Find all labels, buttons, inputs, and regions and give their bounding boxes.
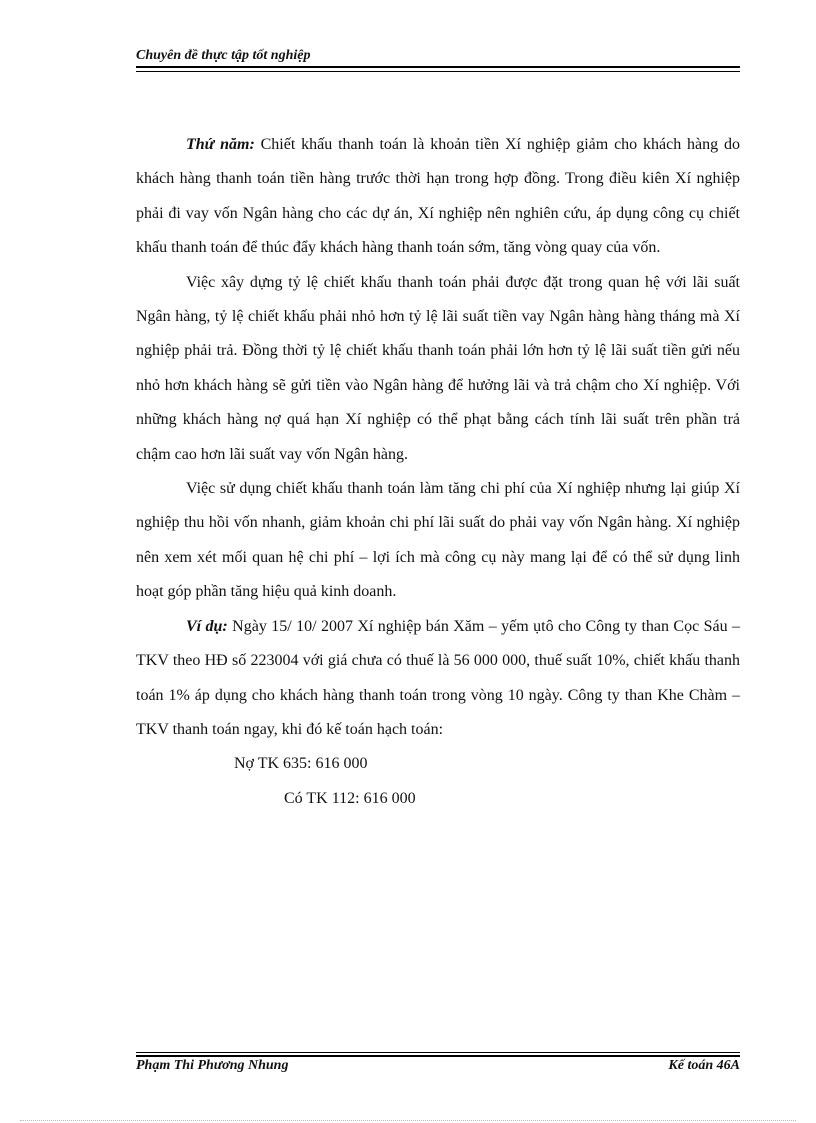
footer-divider-bottom: [136, 1055, 740, 1057]
footer-class: Kế toán 46A: [668, 1058, 740, 1073]
paragraph-1-text: Chiết khấu thanh toán là khoản tiền Xí nghiệp giảm cho khách hàng do khách hàng thanh toán tiền hàng trước thời hạn trong hợp đồng. Trong điều kiên Xí nghiệp phải đi vay vốn Ngân hàng cho các dự án, Xí nghiệp nên nghiên cứu, áp dụng công cụ chiết khấu thanh toán để thúc đẩy khách hàng thanh toán sớm, tăng vòng quay của vốn.: [136, 136, 740, 257]
header-divider: [136, 71, 740, 72]
footer-author: Phạm Thi Phương Nhung: [136, 1058, 289, 1073]
header-title: Chuyên đề thực tập tốt nghiệp: [136, 48, 311, 63]
paragraph-4: [136, 610, 740, 748]
paragraph-1-lead: Thứ năm:: [186, 136, 255, 153]
paragraph-4-text: Ngày 15/ 10/ 2007 Xí nghiệp bán Xăm – yếm ụtô cho Công ty than Cọc Sáu – TKV theo HĐ số 223004 với giá chưa có thuế là 56 000 000, thuế suất 10%, chiết khấu thanh toán 1% áp dụng cho khách hàng thanh toán trong vòng 10 ngày. Công ty than Khe Chàm – TKV thanh toán ngay, khi đó kế toán hạch toán:: [136, 617, 741, 738]
footer-divider-top: [136, 1052, 740, 1053]
page-edge-line: [20, 1120, 796, 1121]
page-footer: [136, 1058, 740, 1074]
journal-entry-debit: Nợ TK 635: 616 000: [234, 755, 368, 773]
page-header: [136, 48, 740, 68]
paragraph-2: Việc xây dựng tỷ lệ chiết khấu thanh toán phải được đặt trong quan hệ với lãi suất Ngân hàng, tỷ lệ chiết khấu phải nhỏ hơn tỷ lệ lãi suất tiền vay Ngân hàng hàng tháng mà Xí nghiệp phải trả. Đồng thời tỷ lệ chiết khấu thanh toán phải lớn hơn tỷ lệ lãi suất tiền gửi nếu nhỏ hơn khách hàng sẽ gửi tiền vào Ngân hàng để hưởng lãi và trả chậm cho Xí nghiệp. Với những khách hàng nợ quá hạn Xí nghiệp có thể phạt bằng cách tính lãi suất trên phần trả chậm cao hơn lãi suất vay vốn Ngân hàng.: [136, 273, 740, 463]
journal-entry-credit: Có TK 112: 616 000: [284, 789, 416, 807]
paragraph-1: [136, 128, 740, 266]
paragraph-4-lead: Ví dụ:: [186, 617, 228, 635]
paragraph-3: Việc sử dụng chiết khấu thanh toán làm tăng chi phí của Xí nghiệp nhưng lại giúp Xí nghiệp thu hồi vốn nhanh, giảm khoản chi phí lãi suất do phải vay vốn Ngân hàng. Xí nghiệp nên xem xét mối quan hệ chi phí – lợi ích mà công cụ này mang lại để có thể sử dụng linh hoạt góp phần tăng hiệu quả kinh doanh.: [136, 480, 740, 601]
document-body: [136, 128, 740, 816]
